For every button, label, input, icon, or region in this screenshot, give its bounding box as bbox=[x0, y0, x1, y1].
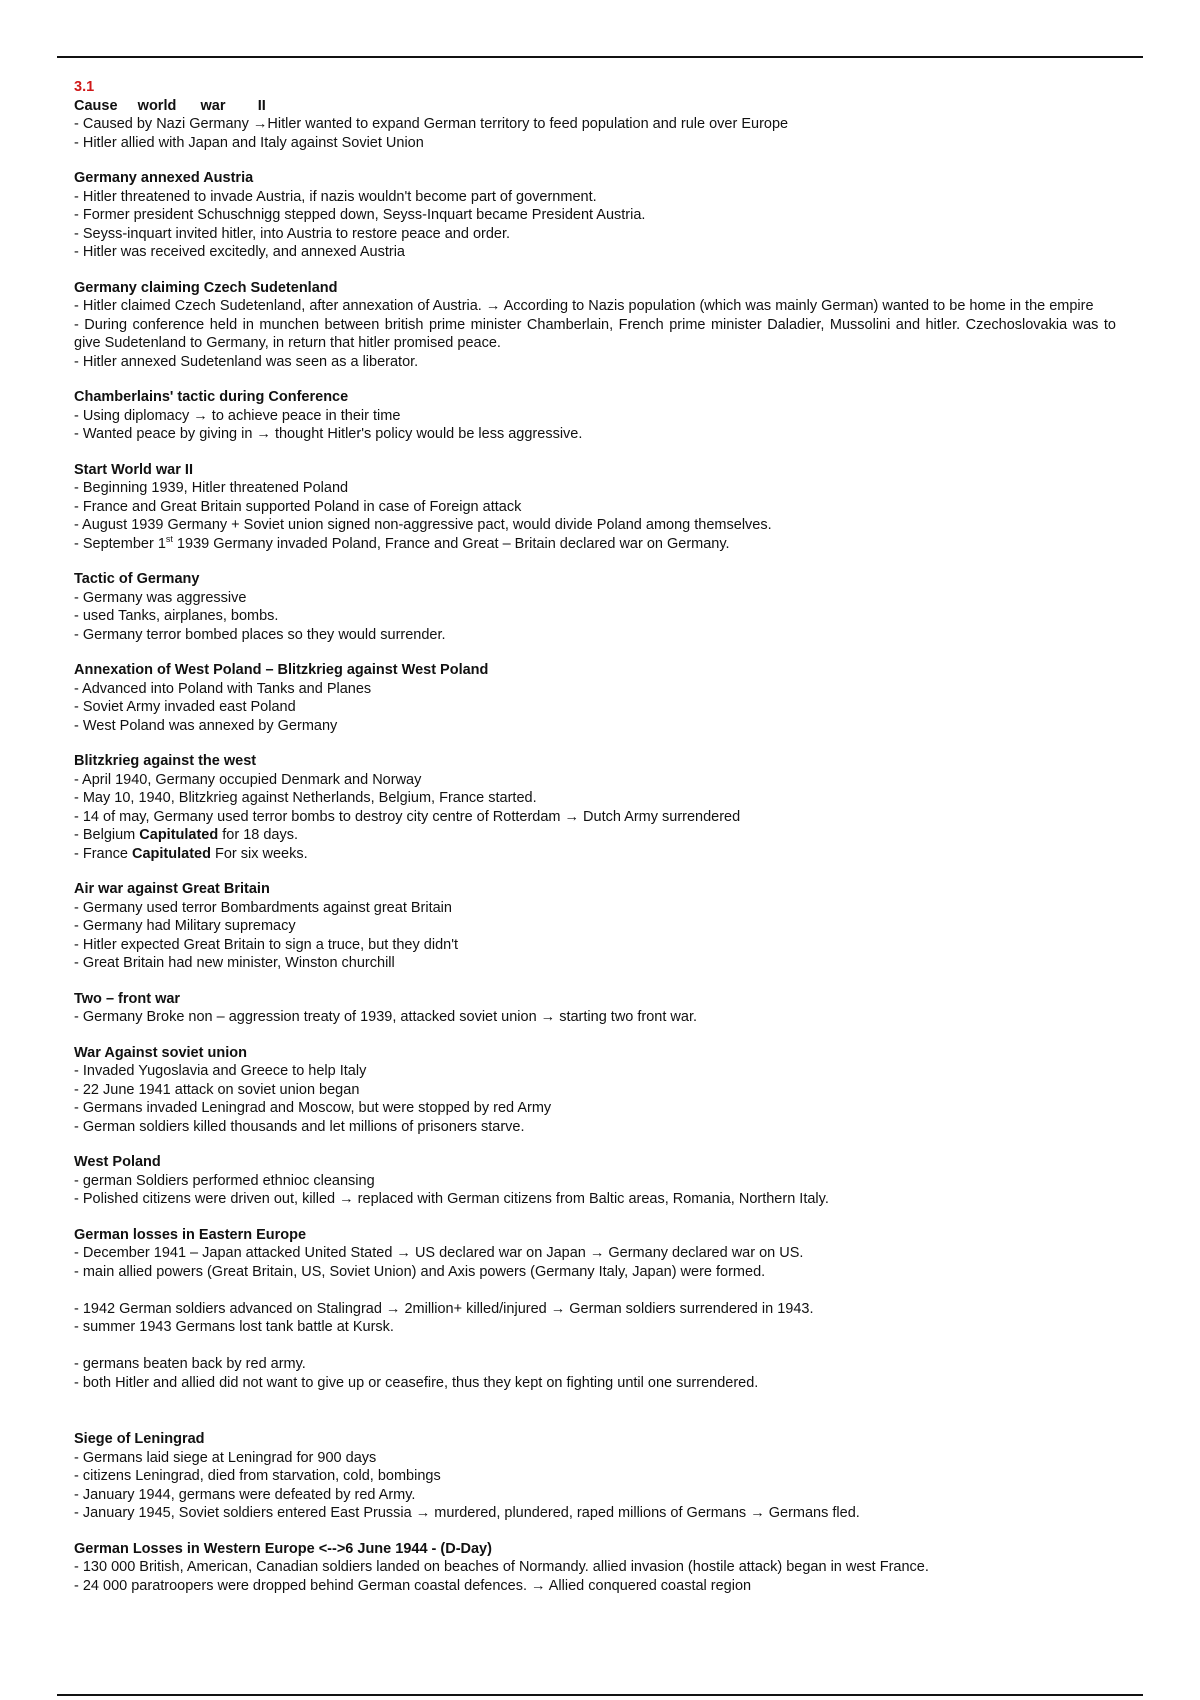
list-item: - german Soldiers performed ethnioc cleansing bbox=[74, 1172, 375, 1189]
list-item bbox=[74, 826, 1116, 845]
section-blitzkrieg-west bbox=[74, 752, 1116, 863]
section-heading: German losses in Eastern Europe bbox=[74, 1226, 307, 1243]
document-body bbox=[74, 78, 1116, 1612]
list-item: - used Tanks, airplanes, bombs. bbox=[74, 608, 279, 624]
section-west-poland-annexation bbox=[74, 661, 1116, 735]
list-item: - January 1944, germans were defeated by red Army. bbox=[74, 1486, 416, 1503]
list-item: - summer 1943 Germans lost tank battle at Kursk. bbox=[74, 1319, 394, 1335]
section-heading: Siege of Leningrad bbox=[74, 1431, 205, 1447]
list-item: - main allied powers (Great Britain, US, Soviet Union) and Axis powers (Germany Italy, Japan) were formed. bbox=[74, 1263, 766, 1280]
list-item: - During conference held in munchen between british prime minister Chamberlain, French prime minister Daladier, Mussolini and hitler. Czechoslovakia was to give Sudetenland to Germany, in return that hitler promised peace. bbox=[74, 316, 1116, 351]
list-item: - West Poland was annexed by Germany bbox=[74, 717, 338, 734]
list-item: - Hitler threatened to invade Austria, if nazis wouldn't become part of government. bbox=[74, 188, 597, 205]
list-item: - citizens Leningrad, died from starvation, cold, bombings bbox=[74, 1468, 441, 1484]
list-item-text: - Belgium bbox=[74, 827, 140, 843]
list-item: - Hitler annexed Sudetenland was seen as a liberator. bbox=[74, 353, 419, 370]
section-air-war bbox=[74, 880, 1116, 973]
section-siege-leningrad bbox=[74, 1430, 1116, 1523]
list-item: - 14 of may, Germany used terror bombs to destroy city centre of Rotterdam → Dutch Army surrendered bbox=[74, 808, 741, 825]
list-item: - France and Great Britain supported Poland in case of Foreign attack bbox=[74, 498, 522, 515]
section-heading: Cause world war II bbox=[74, 97, 266, 114]
section-heading: War Against soviet union bbox=[74, 1044, 247, 1061]
section-heading: West Poland bbox=[74, 1154, 161, 1170]
section-heading: Tactic of Germany bbox=[74, 571, 200, 587]
list-item: - Hitler was received excitedly, and annexed Austria bbox=[74, 244, 405, 260]
bold-term: Capitulated bbox=[139, 827, 219, 843]
list-item-text: - September 1 bbox=[74, 535, 166, 552]
list-item: - Germans laid siege at Leningrad for 900 days bbox=[74, 1449, 377, 1466]
list-item: - April 1940, Germany occupied Denmark and Norway bbox=[74, 771, 422, 788]
section-tactic-germany bbox=[74, 570, 1116, 644]
list-item-text: 1939 Germany invaded Poland, France and Great – Britain declared war on Germany. bbox=[172, 535, 730, 552]
section-war-soviet-union bbox=[74, 1044, 1116, 1137]
list-item: - Using diplomacy → to achieve peace in their time bbox=[74, 407, 401, 424]
list-item: - Polished citizens were driven out, killed → replaced with German citizens from Baltic areas, Romania, Northern Italy. bbox=[74, 1191, 829, 1207]
list-item: - Germany had Military supremacy bbox=[74, 918, 296, 934]
list-item: - 22 June 1941 attack on soviet union began bbox=[74, 1081, 360, 1098]
section-sudetenland bbox=[74, 279, 1116, 372]
list-item: - Hitler claimed Czech Sudetenland, after annexation of Austria. → According to Nazis population (which was mainly German) wanted to be home in the empire bbox=[74, 298, 1094, 314]
list-item: - Germany Broke non – aggression treaty of 1939, attacked soviet union → starting two front war. bbox=[74, 1009, 698, 1025]
section-heading: Annexation of West Poland – Blitzkrieg against West Poland bbox=[74, 662, 489, 678]
list-item bbox=[74, 535, 1116, 554]
list-item: - Seyss-inquart invited hitler, into Austria to restore peace and order. bbox=[74, 225, 511, 242]
section-eastern-losses bbox=[74, 1226, 1116, 1393]
list-item: - Former president Schuschnigg stepped down, Seyss-Inquart became President Austria. bbox=[74, 207, 646, 223]
list-item: - Advanced into Poland with Tanks and Planes bbox=[74, 680, 372, 697]
list-item: - Caused by Nazi Germany →Hitler wanted to expand German territory to feed population and rule over Europe bbox=[74, 116, 789, 132]
list-item: - germans beaten back by red army. bbox=[74, 1356, 306, 1372]
section-heading: German Losses in Western Europe <-->6 June 1944 - (D-Day) bbox=[74, 1540, 492, 1557]
blank-line bbox=[74, 1281, 1116, 1300]
list-item: - January 1945, Soviet soldiers entered East Prussia → murdered, plundered, raped millions of Germans → Germans fled. bbox=[74, 1505, 860, 1521]
list-item: - Soviet Army invaded east Poland bbox=[74, 699, 296, 715]
list-item: - German soldiers killed thousands and let millions of prisoners starve. bbox=[74, 1118, 525, 1135]
section-chamberlain bbox=[74, 388, 1116, 444]
list-item-text: for 18 days. bbox=[218, 827, 299, 843]
list-item: - Germany used terror Bombardments against great Britain bbox=[74, 899, 452, 916]
list-item: - August 1939 Germany + Soviet union signed non-aggressive pact, would divide Poland among themselves. bbox=[74, 517, 772, 533]
list-item: - Hitler expected Great Britain to sign a truce, but they didn't bbox=[74, 936, 458, 953]
list-item: - Wanted peace by giving in → thought Hitler's policy would be less aggressive. bbox=[74, 426, 583, 442]
section-west-poland bbox=[74, 1153, 1116, 1209]
section-austria bbox=[74, 169, 1116, 262]
section-heading: Air war against Great Britain bbox=[74, 881, 270, 897]
list-item bbox=[74, 845, 1116, 864]
footer-rule bbox=[57, 1694, 1143, 1696]
section-cause-ww2 bbox=[74, 97, 1116, 153]
list-item: - May 10, 1940, Blitzkrieg against Netherlands, Belgium, France started. bbox=[74, 790, 537, 806]
list-item: - Great Britain had new minister, Winston churchill bbox=[74, 955, 395, 971]
bold-term: Capitulated bbox=[132, 845, 211, 862]
list-item: - Hitler allied with Japan and Italy against Soviet Union bbox=[74, 134, 424, 151]
list-item: - Germany was aggressive bbox=[74, 589, 247, 606]
section-heading: Start World war II bbox=[74, 461, 193, 478]
list-item: - December 1941 – Japan attacked United Stated → US declared war on Japan → Germany declared war on US. bbox=[74, 1245, 804, 1261]
list-item-text: For six weeks. bbox=[210, 845, 308, 862]
section-heading: Chamberlains' tactic during Conference bbox=[74, 389, 349, 405]
section-western-losses bbox=[74, 1540, 1116, 1596]
section-heading: Germany claiming Czech Sudetenland bbox=[74, 279, 338, 296]
section-number: 3.1 bbox=[74, 79, 95, 95]
list-item: - Invaded Yugoslavia and Greece to help Italy bbox=[74, 1063, 367, 1079]
section-two-front-war bbox=[74, 990, 1116, 1027]
list-item-text: - France bbox=[74, 845, 133, 862]
section-start-ww2 bbox=[74, 461, 1116, 554]
section-heading: Blitzkrieg against the west bbox=[74, 753, 257, 769]
list-item: - 1942 German soldiers advanced on Stalingrad → 2million+ killed/injured → German soldiers surrendered in 1943. bbox=[74, 1300, 814, 1317]
section-heading: Germany annexed Austria bbox=[74, 170, 254, 186]
ordinal-suffix: st bbox=[165, 533, 173, 544]
header-rule bbox=[57, 56, 1143, 58]
list-item: - both Hitler and allied did not want to give up or ceasefire, thus they kept on fighting until one surrendered. bbox=[74, 1374, 759, 1391]
blank-line bbox=[74, 1337, 1116, 1356]
list-item: - Germany terror bombed places so they would surrender. bbox=[74, 626, 446, 643]
list-item: - Beginning 1939, Hitler threatened Poland bbox=[74, 480, 349, 496]
section-heading: Two – front war bbox=[74, 990, 181, 1007]
list-item: - 24 000 paratroopers were dropped behind German coastal defences. → Allied conquered coastal region bbox=[74, 1577, 752, 1594]
list-item: - 130 000 British, American, Canadian soldiers landed on beaches of Normandy. allied invasion (hostile attack) began in west France. bbox=[74, 1559, 929, 1575]
list-item: - Germans invaded Leningrad and Moscow, but were stopped by red Army bbox=[74, 1100, 552, 1116]
